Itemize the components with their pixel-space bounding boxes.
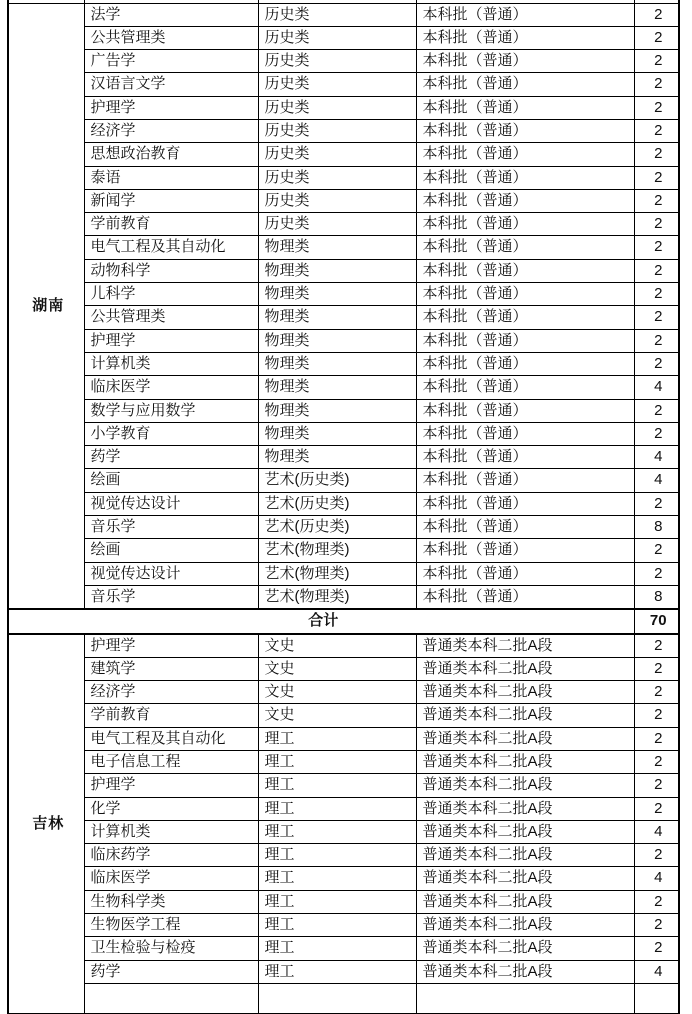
clipped-cell xyxy=(416,983,634,1013)
cell-count: 2 xyxy=(634,539,679,562)
table-row xyxy=(8,73,679,96)
cell-major: 护理学 xyxy=(84,329,258,352)
cell-major: 视觉传达设计 xyxy=(84,562,258,585)
table-row xyxy=(8,352,679,375)
cell-batch: 本科批（普通） xyxy=(416,213,634,236)
cell-batch: 本科批（普通） xyxy=(416,166,634,189)
table-row xyxy=(8,516,679,539)
cell-major: 学前教育 xyxy=(84,704,258,727)
cell-major: 公共管理类 xyxy=(84,26,258,49)
cell-category: 理工 xyxy=(258,774,416,797)
cell-count: 2 xyxy=(634,352,679,375)
table-row xyxy=(8,960,679,983)
table-row xyxy=(8,236,679,259)
cell-batch: 本科批（普通） xyxy=(416,189,634,212)
cell-batch: 本科批（普通） xyxy=(416,259,634,282)
cell-count: 2 xyxy=(634,50,679,73)
cell-category: 艺术(历史类) xyxy=(258,492,416,515)
cell-major: 临床医学 xyxy=(84,867,258,890)
cell-category: 理工 xyxy=(258,820,416,843)
cell-batch: 普通类本科二批A段 xyxy=(416,820,634,843)
cell-batch: 普通类本科二批A段 xyxy=(416,914,634,937)
cell-major: 卫生检验与检疫 xyxy=(84,937,258,960)
cell-category: 历史类 xyxy=(258,26,416,49)
cell-count: 2 xyxy=(634,797,679,820)
cell-count: 2 xyxy=(634,492,679,515)
table-row xyxy=(8,634,679,658)
table-row xyxy=(8,306,679,329)
total-value-cell: 70 xyxy=(634,609,679,633)
table-row xyxy=(8,422,679,445)
cell-batch: 普通类本科二批A段 xyxy=(416,727,634,750)
cell-count: 2 xyxy=(634,681,679,704)
cell-batch: 本科批（普通） xyxy=(416,539,634,562)
table-row xyxy=(8,751,679,774)
table-row xyxy=(8,890,679,913)
cell-major: 护理学 xyxy=(84,634,258,658)
cell-major: 小学教育 xyxy=(84,422,258,445)
cell-category: 艺术(物理类) xyxy=(258,562,416,585)
cell-batch: 普通类本科二批A段 xyxy=(416,890,634,913)
cell-count: 4 xyxy=(634,820,679,843)
cell-batch: 普通类本科二批A段 xyxy=(416,797,634,820)
table-row xyxy=(8,867,679,890)
cell-batch: 本科批（普通） xyxy=(416,3,634,26)
cell-category: 艺术(历史类) xyxy=(258,516,416,539)
cell-count: 2 xyxy=(634,26,679,49)
cell-category: 历史类 xyxy=(258,119,416,142)
table-row xyxy=(8,399,679,422)
cell-count: 4 xyxy=(634,376,679,399)
cell-category: 历史类 xyxy=(258,50,416,73)
table-row xyxy=(8,119,679,142)
cell-major: 计算机类 xyxy=(84,352,258,375)
cell-major: 广告学 xyxy=(84,50,258,73)
cell-category: 艺术(物理类) xyxy=(258,539,416,562)
cell-count: 2 xyxy=(634,73,679,96)
cell-category: 理工 xyxy=(258,727,416,750)
table-row xyxy=(8,3,679,26)
cell-count: 2 xyxy=(634,914,679,937)
cell-count: 2 xyxy=(634,422,679,445)
cell-batch: 本科批（普通） xyxy=(416,306,634,329)
cell-major: 儿科学 xyxy=(84,283,258,306)
cell-category: 物理类 xyxy=(258,376,416,399)
table-row xyxy=(8,562,679,585)
cell-category: 文史 xyxy=(258,657,416,680)
cell-major: 临床药学 xyxy=(84,844,258,867)
cell-count: 2 xyxy=(634,562,679,585)
cell-count: 2 xyxy=(634,634,679,658)
table-row xyxy=(8,259,679,282)
cell-major: 绘画 xyxy=(84,539,258,562)
cell-major: 音乐学 xyxy=(84,585,258,609)
cell-major: 思想政治教育 xyxy=(84,143,258,166)
province-cell: 吉林 xyxy=(8,634,84,1014)
cell-category: 历史类 xyxy=(258,213,416,236)
table-row xyxy=(8,797,679,820)
cell-category: 物理类 xyxy=(258,352,416,375)
cell-category: 艺术(历史类) xyxy=(258,469,416,492)
total-row xyxy=(8,609,679,633)
cell-category: 历史类 xyxy=(258,3,416,26)
cell-count: 2 xyxy=(634,937,679,960)
cell-major: 汉语言文学 xyxy=(84,73,258,96)
cell-count: 2 xyxy=(634,751,679,774)
table-row xyxy=(8,657,679,680)
cell-major: 计算机类 xyxy=(84,820,258,843)
cell-batch: 本科批（普通） xyxy=(416,50,634,73)
clipped-row-bottom xyxy=(8,983,679,1013)
cell-batch: 本科批（普通） xyxy=(416,143,634,166)
cell-major: 电子信息工程 xyxy=(84,751,258,774)
cell-category: 理工 xyxy=(258,751,416,774)
table-row xyxy=(8,585,679,609)
cell-major: 药学 xyxy=(84,446,258,469)
cell-count: 4 xyxy=(634,960,679,983)
cell-batch: 本科批（普通） xyxy=(416,236,634,259)
cell-category: 理工 xyxy=(258,844,416,867)
cell-category: 历史类 xyxy=(258,143,416,166)
cell-batch: 本科批（普通） xyxy=(416,492,634,515)
cell-count: 2 xyxy=(634,774,679,797)
table-row xyxy=(8,727,679,750)
cell-category: 理工 xyxy=(258,960,416,983)
cell-major: 电气工程及其自动化 xyxy=(84,236,258,259)
cell-batch: 本科批（普通） xyxy=(416,26,634,49)
admission-plan-table xyxy=(7,0,680,1014)
table-row xyxy=(8,50,679,73)
total-label-cell: 合计 xyxy=(8,609,634,633)
cell-major: 音乐学 xyxy=(84,516,258,539)
cell-category: 艺术(物理类) xyxy=(258,585,416,609)
cell-count: 2 xyxy=(634,259,679,282)
cell-batch: 本科批（普通） xyxy=(416,446,634,469)
cell-category: 理工 xyxy=(258,867,416,890)
cell-batch: 本科批（普通） xyxy=(416,283,634,306)
table-body xyxy=(8,0,679,1013)
cell-category: 理工 xyxy=(258,890,416,913)
cell-batch: 本科批（普通） xyxy=(416,469,634,492)
cell-major: 经济学 xyxy=(84,681,258,704)
cell-batch: 本科批（普通） xyxy=(416,399,634,422)
cell-major: 公共管理类 xyxy=(84,306,258,329)
cell-batch: 普通类本科二批A段 xyxy=(416,634,634,658)
cell-category: 物理类 xyxy=(258,306,416,329)
cell-major: 经济学 xyxy=(84,119,258,142)
cell-batch: 本科批（普通） xyxy=(416,376,634,399)
cell-major: 临床医学 xyxy=(84,376,258,399)
cell-count: 2 xyxy=(634,143,679,166)
table-row xyxy=(8,774,679,797)
cell-batch: 普通类本科二批A段 xyxy=(416,844,634,867)
cell-batch: 本科批（普通） xyxy=(416,562,634,585)
cell-category: 物理类 xyxy=(258,446,416,469)
cell-batch: 普通类本科二批A段 xyxy=(416,704,634,727)
cell-category: 物理类 xyxy=(258,259,416,282)
table-row xyxy=(8,329,679,352)
cell-batch: 本科批（普通） xyxy=(416,422,634,445)
cell-category: 理工 xyxy=(258,797,416,820)
cell-category: 历史类 xyxy=(258,189,416,212)
province-cell: 湖南 xyxy=(8,3,84,609)
cell-count: 4 xyxy=(634,446,679,469)
table-row xyxy=(8,96,679,119)
cell-category: 物理类 xyxy=(258,236,416,259)
cell-category: 物理类 xyxy=(258,422,416,445)
cell-count: 2 xyxy=(634,890,679,913)
cell-major: 学前教育 xyxy=(84,213,258,236)
table-row xyxy=(8,446,679,469)
cell-category: 物理类 xyxy=(258,399,416,422)
cell-batch: 本科批（普通） xyxy=(416,329,634,352)
cell-count: 2 xyxy=(634,844,679,867)
cell-major: 护理学 xyxy=(84,774,258,797)
cell-count: 2 xyxy=(634,3,679,26)
cell-category: 理工 xyxy=(258,914,416,937)
cell-major: 建筑学 xyxy=(84,657,258,680)
cell-batch: 普通类本科二批A段 xyxy=(416,774,634,797)
cell-category: 历史类 xyxy=(258,166,416,189)
cell-batch: 普通类本科二批A段 xyxy=(416,681,634,704)
cell-category: 文史 xyxy=(258,704,416,727)
cell-major: 化学 xyxy=(84,797,258,820)
table-row xyxy=(8,539,679,562)
cell-count: 8 xyxy=(634,585,679,609)
cell-category: 历史类 xyxy=(258,96,416,119)
table-row xyxy=(8,143,679,166)
table-row xyxy=(8,376,679,399)
cell-count: 2 xyxy=(634,213,679,236)
cell-major: 动物科学 xyxy=(84,259,258,282)
table-row xyxy=(8,283,679,306)
cell-major: 视觉传达设计 xyxy=(84,492,258,515)
table-row xyxy=(8,166,679,189)
cell-count: 4 xyxy=(634,469,679,492)
cell-batch: 本科批（普通） xyxy=(416,516,634,539)
cell-major: 生物医学工程 xyxy=(84,914,258,937)
cell-count: 2 xyxy=(634,727,679,750)
cell-count: 8 xyxy=(634,516,679,539)
cell-category: 历史类 xyxy=(258,73,416,96)
cell-major: 电气工程及其自动化 xyxy=(84,727,258,750)
cell-batch: 本科批（普通） xyxy=(416,119,634,142)
cell-count: 2 xyxy=(634,306,679,329)
cell-count: 2 xyxy=(634,166,679,189)
cell-batch: 本科批（普通） xyxy=(416,585,634,609)
cell-batch: 普通类本科二批A段 xyxy=(416,751,634,774)
table-row xyxy=(8,26,679,49)
cell-count: 2 xyxy=(634,329,679,352)
cell-category: 物理类 xyxy=(258,329,416,352)
cell-batch: 普通类本科二批A段 xyxy=(416,867,634,890)
cell-category: 文史 xyxy=(258,681,416,704)
cell-major: 泰语 xyxy=(84,166,258,189)
cell-count: 2 xyxy=(634,236,679,259)
cell-batch: 普通类本科二批A段 xyxy=(416,960,634,983)
cell-batch: 本科批（普通） xyxy=(416,96,634,119)
cell-count: 2 xyxy=(634,96,679,119)
cell-count: 2 xyxy=(634,189,679,212)
table-row xyxy=(8,820,679,843)
cell-major: 数学与应用数学 xyxy=(84,399,258,422)
cell-major: 生物科学类 xyxy=(84,890,258,913)
cell-batch: 本科批（普通） xyxy=(416,352,634,375)
cell-major: 护理学 xyxy=(84,96,258,119)
cell-major: 绘画 xyxy=(84,469,258,492)
table-row xyxy=(8,914,679,937)
cell-count: 2 xyxy=(634,283,679,306)
table-row xyxy=(8,469,679,492)
cell-category: 文史 xyxy=(258,634,416,658)
cell-count: 2 xyxy=(634,704,679,727)
table-row xyxy=(8,681,679,704)
cell-major: 新闻学 xyxy=(84,189,258,212)
clipped-cell xyxy=(258,983,416,1013)
cell-count: 2 xyxy=(634,399,679,422)
cell-count: 2 xyxy=(634,119,679,142)
clipped-cell xyxy=(634,983,679,1013)
cell-major: 法学 xyxy=(84,3,258,26)
cell-count: 4 xyxy=(634,867,679,890)
cell-category: 理工 xyxy=(258,937,416,960)
cell-batch: 普通类本科二批A段 xyxy=(416,657,634,680)
cell-batch: 普通类本科二批A段 xyxy=(416,937,634,960)
table-row xyxy=(8,844,679,867)
cell-batch: 本科批（普通） xyxy=(416,73,634,96)
table-row xyxy=(8,704,679,727)
cell-major: 药学 xyxy=(84,960,258,983)
cell-count: 2 xyxy=(634,657,679,680)
table-row xyxy=(8,492,679,515)
cell-category: 物理类 xyxy=(258,283,416,306)
table-row xyxy=(8,937,679,960)
table-row xyxy=(8,213,679,236)
clipped-cell xyxy=(84,983,258,1013)
table-row xyxy=(8,189,679,212)
